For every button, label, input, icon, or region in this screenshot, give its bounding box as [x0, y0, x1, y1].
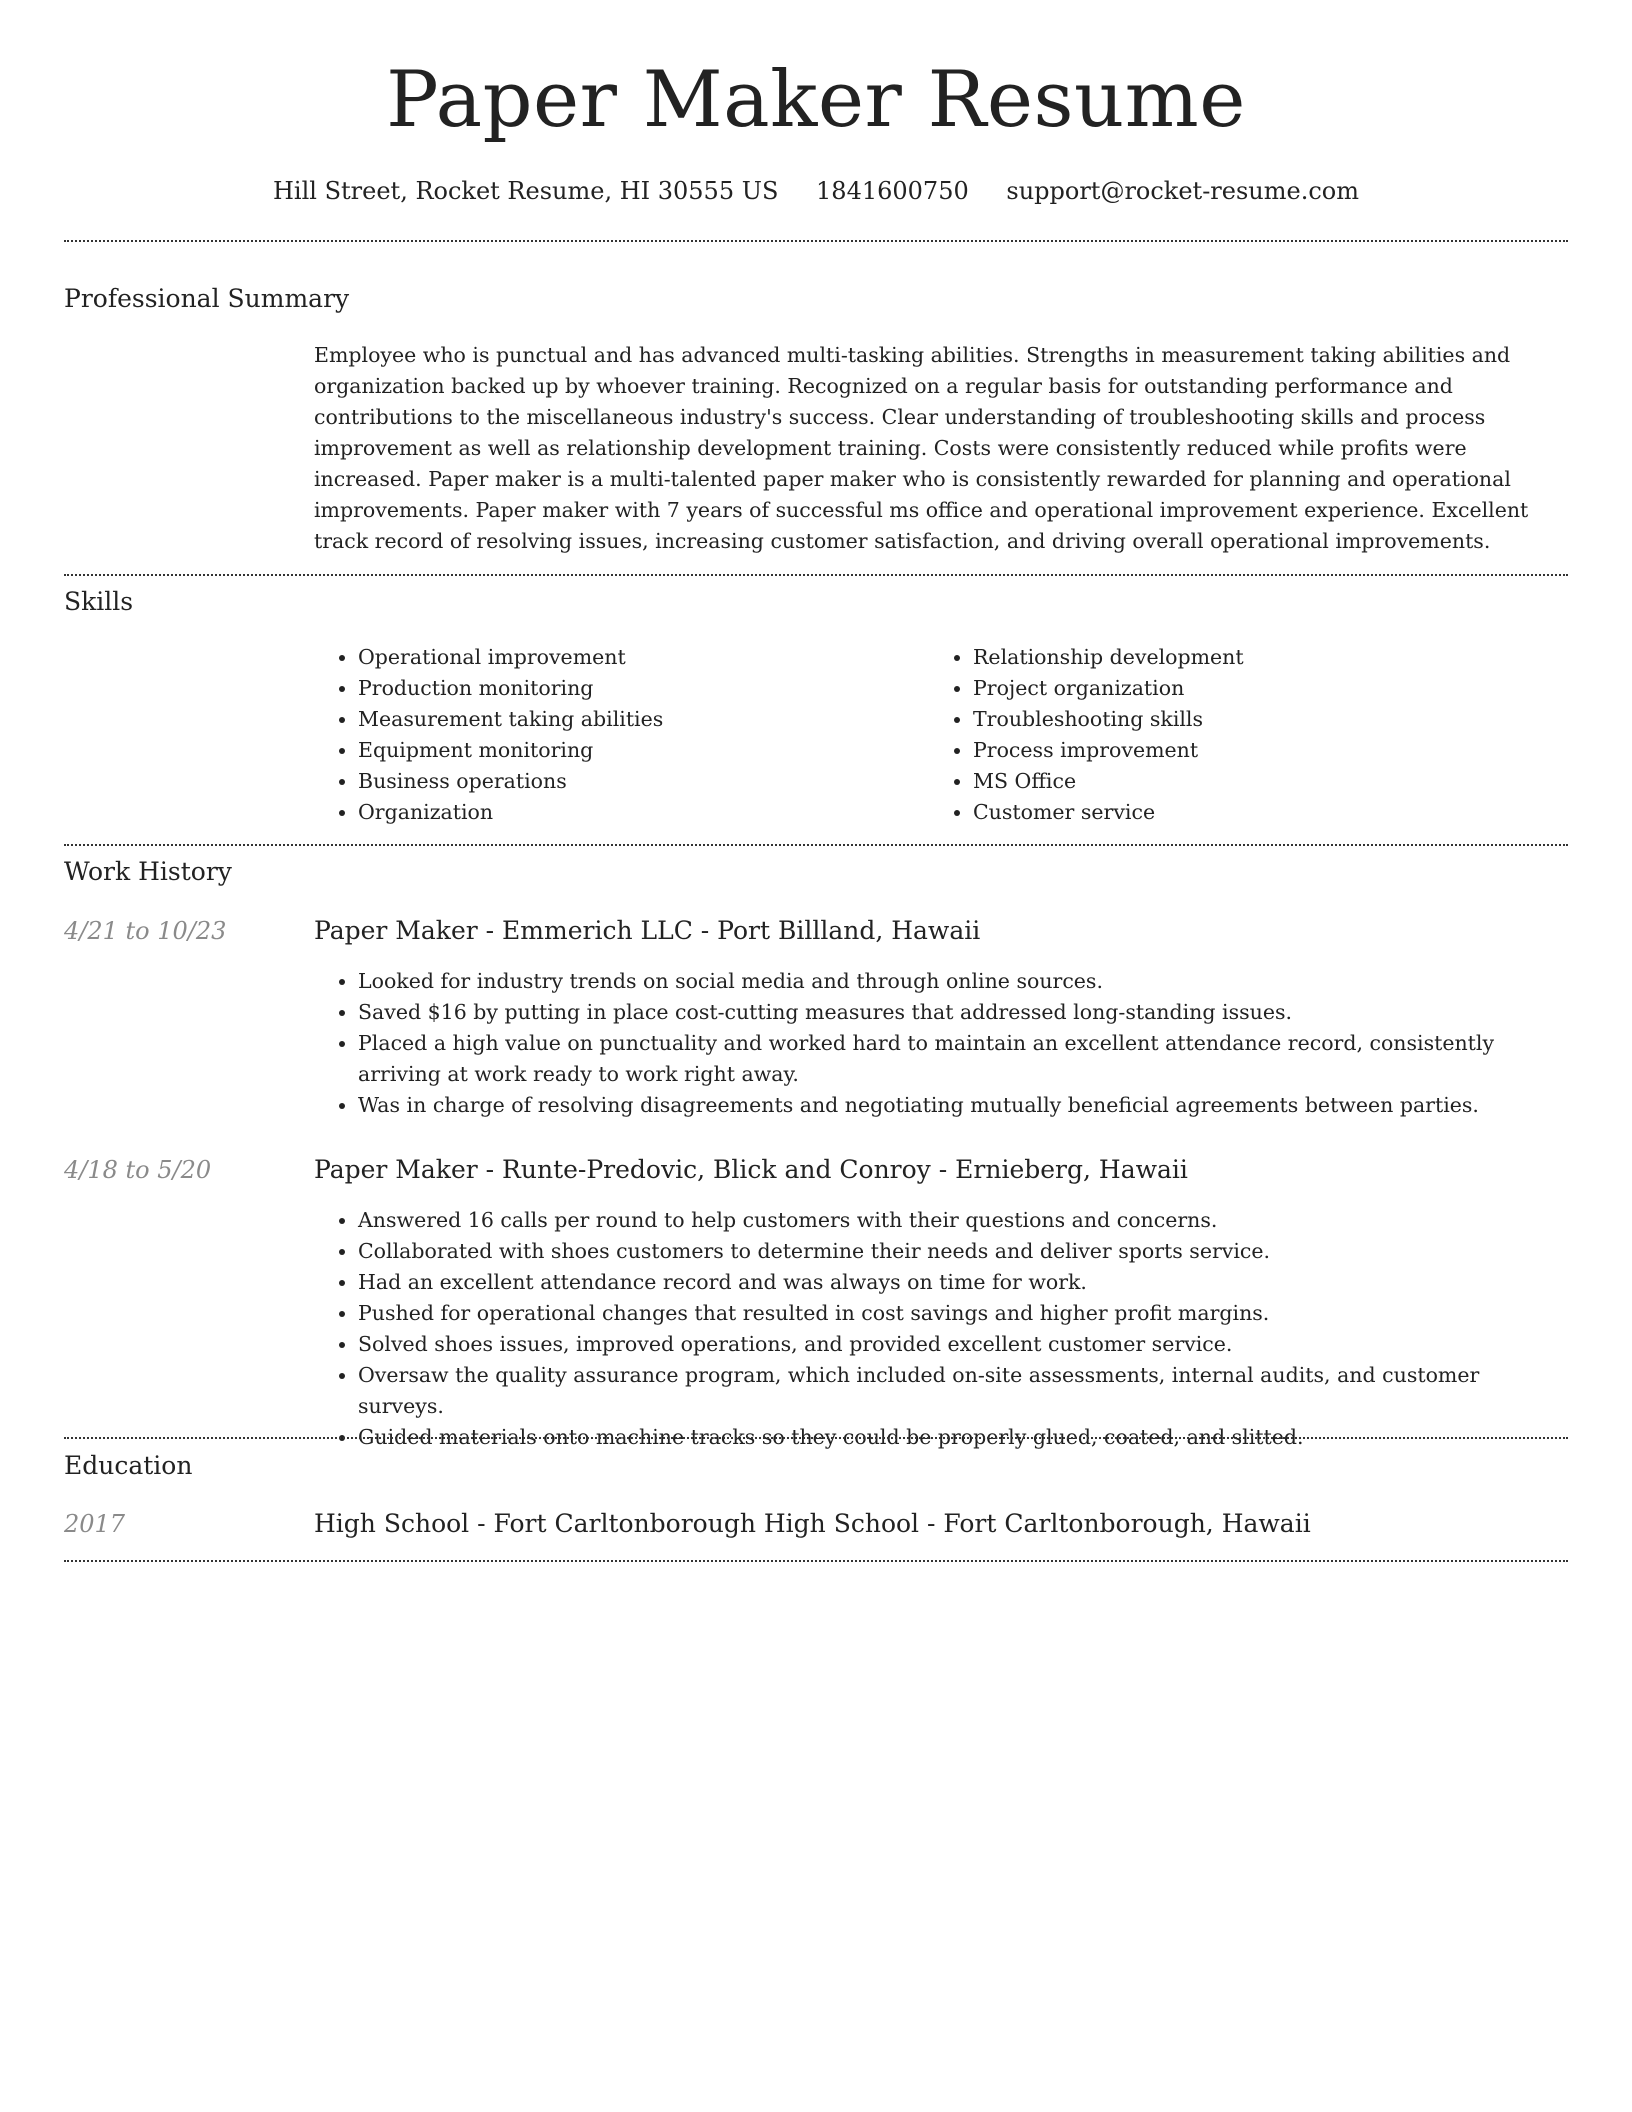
- skill-item: • Operational improvement: [358, 642, 918, 673]
- contact-phone: 1841600750: [816, 177, 969, 205]
- skill-item: • Customer service: [973, 797, 1573, 828]
- contact-address: Hill Street, Rocket Resume, HI 30555 US: [273, 177, 779, 205]
- skill-item: • Equipment monitoring: [358, 735, 918, 766]
- skills-title: Skills: [64, 587, 134, 616]
- education-year: 2017: [64, 1510, 126, 1538]
- skill-item: • Measurement taking abilities: [358, 704, 918, 735]
- job-bullet: • Was in charge of resolving disagreements and negotiating mutually beneficial agreements between parties.: [358, 1090, 1568, 1121]
- job-bullet: • Saved $16 by putting in place cost-cutting measures that addressed long-standing issues.: [358, 997, 1568, 1028]
- job-bullet: • Answered 16 calls per round to help customers with their questions and concerns.: [358, 1205, 1568, 1236]
- skill-item: • Troubleshooting skills: [973, 704, 1573, 735]
- contact-email: support@rocket-resume.com: [1006, 177, 1359, 205]
- skill-item: • Organization: [358, 797, 918, 828]
- skills-list-left: [314, 642, 918, 828]
- section-divider: [64, 574, 1568, 576]
- job-bullet: • Collaborated with shoes customers to determine their needs and deliver sports service.: [358, 1236, 1568, 1267]
- job-bullet: • Guided materials onto machine tracks so they could be properly glued, coated, and slitted.: [358, 1422, 1568, 1453]
- job-bullet: • Solved shoes issues, improved operations, and provided excellent customer service.: [358, 1329, 1568, 1360]
- job-bullet: • Looked for industry trends on social media and through online sources.: [358, 966, 1568, 997]
- section-divider: [64, 1437, 1568, 1439]
- summary-title: Professional Summary: [64, 284, 350, 313]
- education-title: Education: [64, 1451, 193, 1480]
- section-divider: [64, 1560, 1568, 1562]
- job-bullet: • Placed a high value on punctuality and worked hard to maintain an excellent attendance record, consistently arriving at work ready to work right away.: [358, 1028, 1568, 1090]
- skills-list-right: [929, 642, 1573, 828]
- job-heading: Paper Maker - Emmerich LLC - Port Billland, Hawaii: [314, 916, 981, 945]
- skill-item: • Process improvement: [973, 735, 1573, 766]
- job-bullet: • Pushed for operational changes that resulted in cost savings and higher profit margins.: [358, 1298, 1568, 1329]
- skill-item: • Relationship development: [973, 642, 1573, 673]
- job-bullet: • Oversaw the quality assurance program, which included on-site assessments, internal audits, and customer surveys.: [358, 1360, 1568, 1422]
- resume-name: Paper Maker Resume: [386, 55, 1246, 145]
- skill-item: • Production monitoring: [358, 673, 918, 704]
- job-bullets: [314, 1205, 1568, 1453]
- job-bullets: [314, 966, 1568, 1121]
- skill-item: • Project organization: [973, 673, 1573, 704]
- job-heading: Paper Maker - Runte-Predovic, Blick and Conroy - Ernieberg, Hawaii: [314, 1155, 1188, 1184]
- education-heading: High School - Fort Carltonborough High School - Fort Carltonborough, Hawaii: [314, 1509, 1311, 1538]
- job-dates: 4/18 to 5/20: [64, 1156, 212, 1184]
- job-dates: 4/21 to 10/23: [64, 917, 227, 945]
- work-history-title: Work History: [64, 857, 232, 886]
- resume-header: [0, 0, 1632, 208]
- job-bullet: • Had an excellent attendance record and was always on time for work.: [358, 1267, 1568, 1298]
- summary-body: [314, 340, 1568, 557]
- contact-line: [0, 174, 1632, 208]
- section-divider: [64, 844, 1568, 846]
- section-divider: [64, 240, 1568, 242]
- skill-item: • Business operations: [358, 766, 918, 797]
- skill-item: • MS Office: [973, 766, 1573, 797]
- summary-text: Employee who is punctual and has advanced multi-tasking abilities. Strengths in measurement taking abilities and organization backed up by whoever training. Recognized on a regular basis for outstanding performance and contributions to the miscellaneous industry's success. Clear understanding of troubleshooting skills and process improvement as well as relationship development training. Costs were consistently reduced while profits were increased. Paper maker is a multi-talented paper maker who is consistently rewarded for planning and operational improvements. Paper maker with 7 years of successful ms office and operational improvement experience. Excellent track record of resolving issues, increasing customer satisfaction, and driving overall operational improvements.: [314, 343, 1529, 553]
